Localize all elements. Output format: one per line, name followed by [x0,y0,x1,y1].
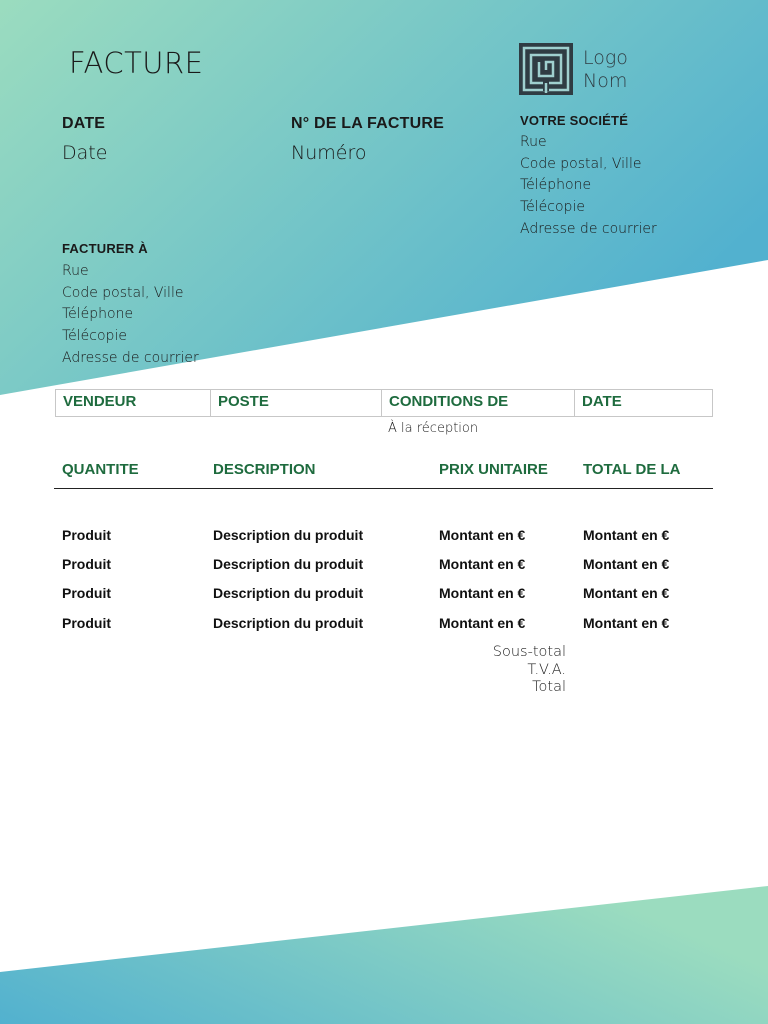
header-divider [54,488,713,489]
company-fax: Télécopie [520,199,585,216]
invoice-number-label: N° DE LA FACTURE [291,115,445,132]
invoice-title: FACTURE [69,46,204,80]
company-heading: VOTRE SOCIÉTÉ [520,113,629,128]
info-header-position: POSTE [211,390,382,416]
invoice-number-value: Numéro [291,142,367,164]
column-header-description: DESCRIPTION [213,461,316,478]
row-line-total: Montant en € [583,556,670,572]
row-quantity: Produit [62,615,111,631]
company-phone: Téléphone [520,177,592,194]
logo-line-1: Logo [583,47,628,69]
row-description: Description du produit [213,556,364,572]
company-address [520,132,657,241]
bill-to-street: Rue [62,263,89,279]
date-label: DATE [62,115,106,132]
footer-gradient-band [0,886,768,1024]
row-quantity: Produit [62,556,111,572]
maze-logo-icon [519,43,573,95]
tax-label: T.V.A. [527,661,566,678]
row-unit-price: Montant en € [439,615,526,631]
subtotal-label: Sous-total [492,644,566,660]
row-line-total: Montant en € [583,585,670,601]
row-line-total: Montant en € [583,615,670,631]
row-description: Description du produit [213,527,364,543]
company-email: Adresse de courrier [520,220,657,237]
bill-to-phone: Téléphone [62,306,134,323]
row-description: Description du produit [213,615,364,631]
conditions-value: À la réception [388,421,479,436]
total-label: Total [532,679,566,695]
totals-block [440,644,566,697]
company-city: Code postal, Ville [520,155,642,172]
info-table [55,389,713,417]
row-unit-price: Montant en € [439,527,526,543]
bill-to-address [62,261,199,370]
bill-to-heading: FACTURER À [62,241,148,256]
bill-to-email: Adresse de courrier [62,349,199,366]
company-street: Rue [520,134,547,150]
row-unit-price: Montant en € [439,556,526,572]
column-header-line-total: TOTAL DE LA [583,461,681,478]
column-header-unit-price: PRIX UNITAIRE [439,461,548,478]
row-unit-price: Montant en € [439,585,526,601]
logo-line-2: Nom [583,70,628,92]
info-header-seller: VENDEUR [56,390,211,416]
row-quantity: Produit [62,527,111,543]
logo-name [583,47,628,93]
info-header-conditions: CONDITIONS DE [382,390,575,416]
date-value: Date [62,142,108,164]
row-quantity: Produit [62,585,111,601]
row-line-total: Montant en € [583,527,670,543]
bill-to-city: Code postal, Ville [62,284,184,301]
info-header-date: DATE [582,393,622,410]
column-header-quantity: QUANTITE [62,461,139,478]
bill-to-fax: Télécopie [62,328,127,345]
row-description: Description du produit [213,585,364,601]
